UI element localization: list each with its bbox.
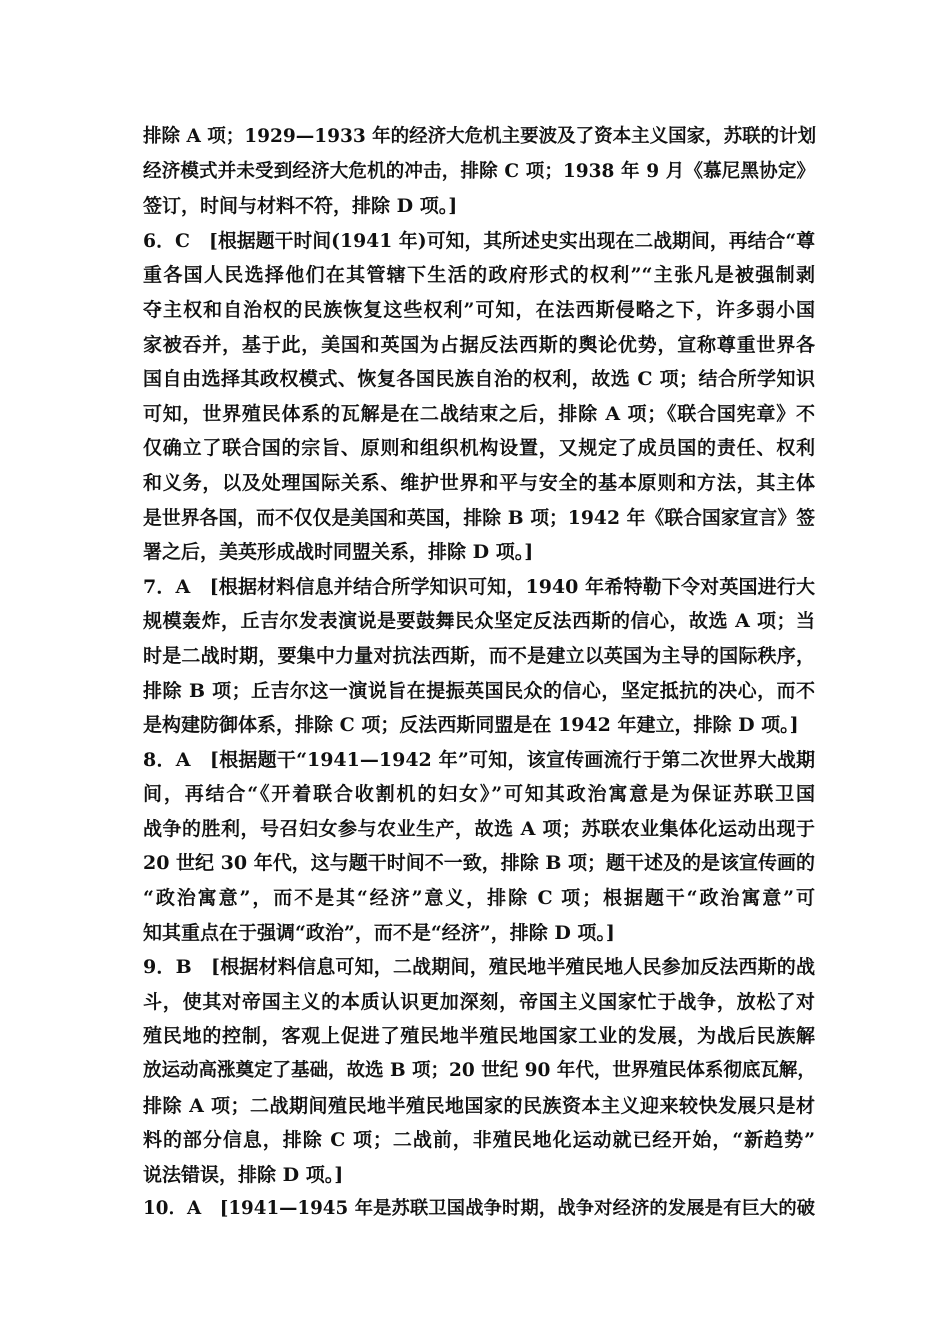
answer-10-line: 10．A [1941—1945 年是苏联卫国战争时期，战争对经济的发展是有巨大的破 xyxy=(143,1198,815,1220)
text-line: 是世界各国，而不仅仅是美国和英国，排除 B 项；1942 年《联合国家宣言》签 xyxy=(143,506,815,529)
text-line: 国自由选择其政权模式、恢复各国民族自治的权利，故选 C 项；结合所学知识 xyxy=(143,368,815,391)
text-line: 说法错误，排除 D 项。] xyxy=(143,1163,344,1186)
text-line: 签订，时间与材料不符，排除 D 项。] xyxy=(143,195,458,218)
text-line: 排除 A 项；二战期间殖民地半殖民地国家的民族资本主义迎来较快发展只是材 xyxy=(143,1094,815,1117)
text-line: 间，再结合“《开着联合收割机的妇女》”可知其政治寓意是为保证苏联卫国 xyxy=(143,783,815,806)
text-line: 是构建防御体系，排除 C 项；反法西斯同盟是在 1942 年建立，排除 D 项。] xyxy=(143,714,799,737)
text-line: 规模轰炸，丘吉尔发表演说是要鼓舞民众坚定反法西斯的信心，故选 A 项；当 xyxy=(143,610,815,633)
text-line: 可知，世界殖民体系的瓦解是在二战结束之后，排除 A 项；《联合国宪章》不 xyxy=(143,402,815,425)
text-line: 时是二战时期，要集中力量对抗法西斯，而不是建立以英国为主导的国际秩序， xyxy=(143,644,815,667)
answer-8-line: 8．A [根据题干“1941—1942 年”可知，该宣传画流行于第二次世界大战期 xyxy=(143,748,815,771)
text-line: 重各国人民选择他们在其管辖下生活的政府形式的权利”“主张凡是被强制剥 xyxy=(143,264,815,287)
answer-6-line: 6．C [根据题干时间(1941 年)可知，其所述史实出现在二战期间，再结合“尊 xyxy=(143,229,815,252)
text-line: 经济模式并未受到经济大危机的冲击，排除 C 项；1938 年 9 月《慕尼黑协定》 xyxy=(143,160,815,182)
text-line: 排除 B 项；丘吉尔这一演说旨在提振英国民众的信心，坚定抵抗的决心，而不 xyxy=(143,679,815,702)
text-line: 战争的胜利，号召妇女参与农业生产，故选 A 项；苏联农业集体化运动出现于 xyxy=(143,817,815,840)
text-line: 排除 A 项；1929—1933 年的经济大危机主要波及了资本主义国家，苏联的计划 xyxy=(143,126,817,147)
text-line: 和义务，以及处理国际关系、维护世界和平与安全的基本原则和方法，其主体 xyxy=(143,471,815,494)
text-line: 殖民地的控制，客观上促进了殖民地半殖民地国家工业的发展，为战后民族解 xyxy=(143,1025,815,1048)
text-line: 料的部分信息，排除 C 项；二战前，非殖民地化运动就已经开始，“新趋势” xyxy=(143,1129,815,1152)
text-line: “政治寓意”，而不是其“经济”意义，排除 C 项；根据题干“政治寓意”可 xyxy=(143,887,815,910)
text-line: 夺主权和自治权的民族恢复这些权利”可知，在法西斯侵略之下，许多弱小国 xyxy=(143,298,815,321)
text-line: 仅确立了联合国的宗旨、原则和组织机构设置，又规定了成员国的责任、权利 xyxy=(143,437,815,460)
document-body xyxy=(143,120,815,1227)
answer-7-line: 7．A [根据材料信息并结合所学知识可知，1940 年希特勒下令对英国进行大 xyxy=(143,575,815,598)
text-line: 署之后，美英形成战时同盟关系，排除 D 项。] xyxy=(143,541,534,564)
answer-9-line: 9．B [根据材料信息可知，二战期间，殖民地半殖民地人民参加反法西斯的战 xyxy=(143,956,815,979)
text-line: 家被吞并，基于此，美国和英国为占据反法西斯的舆论优势，宣称尊重世界各 xyxy=(143,333,815,356)
text-line: 知其重点在于强调“政治”，而不是“经济”，排除 D 项。] xyxy=(143,921,615,944)
text-line: 放运动高涨奠定了基础，故选 B 项；20 世纪 90 年代，世界殖民体系彻底瓦解， xyxy=(143,1060,816,1082)
text-line: 斗，使其对帝国主义的本质认识更加深刻，帝国主义国家忙于战争，放松了对 xyxy=(143,990,815,1013)
text-line: 20 世纪 30 年代，这与题干时间不一致，排除 B 项；题干述及的是该宣传画的 xyxy=(143,852,816,875)
